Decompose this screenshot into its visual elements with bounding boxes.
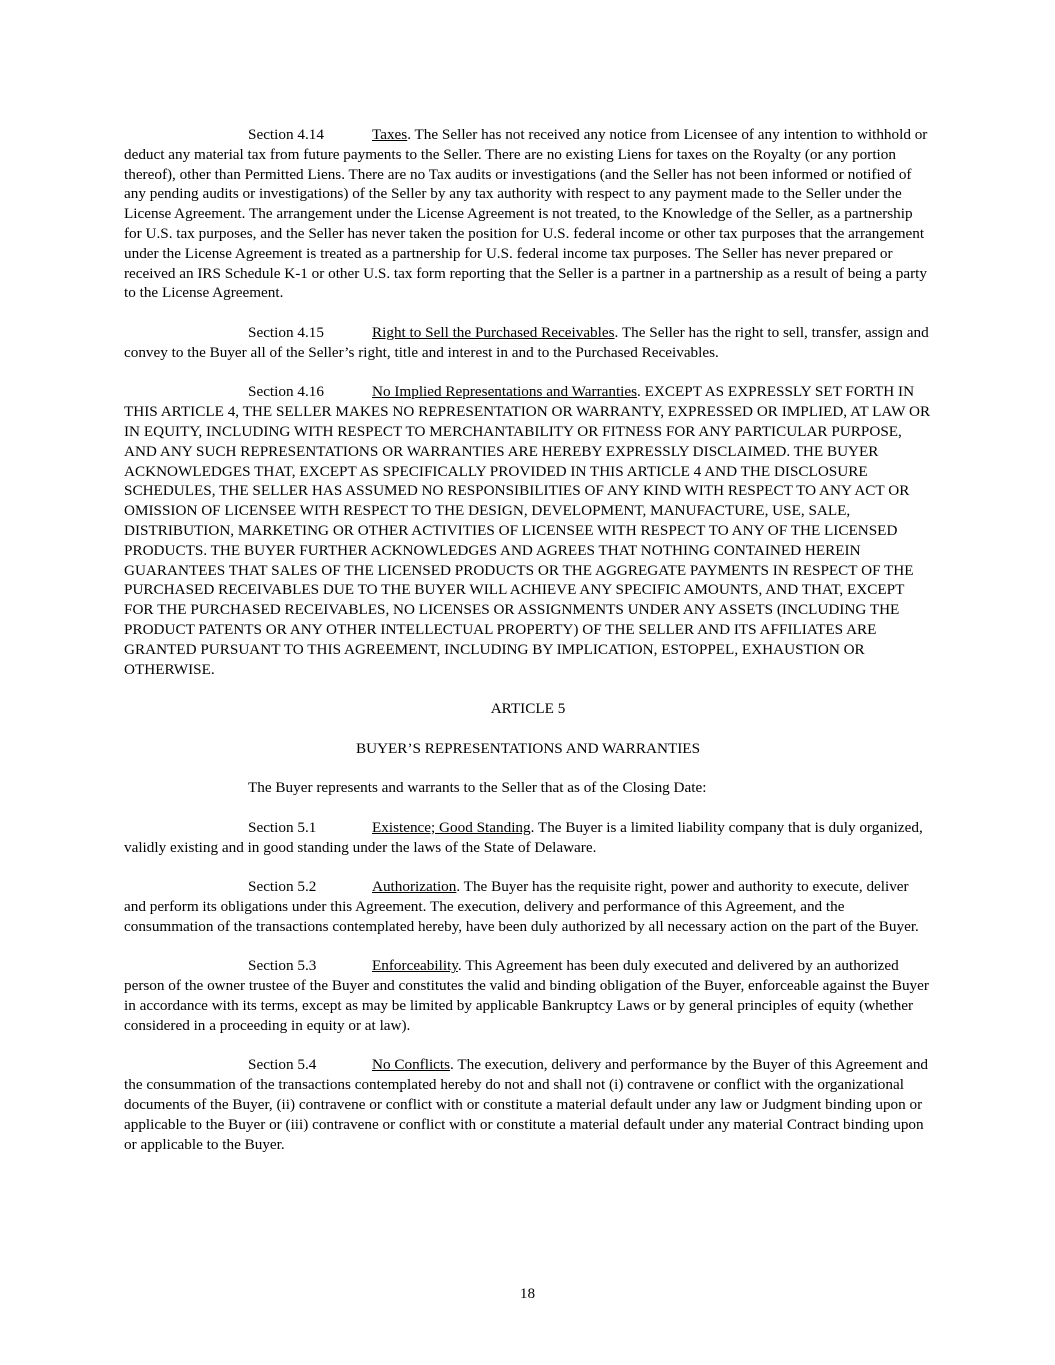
article-title: BUYER’S REPRESENTATIONS AND WARRANTIES [355, 739, 701, 757]
section-title: Taxes [372, 126, 408, 143]
section-4-15 [124, 323, 932, 363]
section-title: Authorization [372, 878, 457, 896]
section-body: . The execution, delivery and performance by the Buyer of this Agreement and the consummation of the transactions contemplated hereby do not and shall not (i) contravene or conflict with the organizational documents of the Buyer, (ii) contravene or conflict with or constitute a material default under any law or Judgment binding upon or applicable to the Buyer or (iii) contravene or conflict with or constitute a material default under any material Contract binding upon or applicable to the Buyer. [124, 1056, 929, 1153]
article-number: ARTICLE 5 [490, 700, 566, 718]
section-label: Section 4.14 [248, 126, 324, 143]
section-body: . EXCEPT AS EXPRESSLY SET FORTH IN THIS ARTICLE 4, THE SELLER MAKES NO REPRESENTATION OR WARRANTY, EXPRESSED OR IMPLIED, AT LAW OR IN EQUITY, INCLUDING WITH RESPECT TO MERCHANTABILITY OR FITNESS FOR ANY PARTICULAR PURPOSE, AND ANY SUCH REPRESENTATIONS OR WARRANTIES ARE HEREBY EXPRESSLY DISCLAIMED. THE BUYER ACKNOWLEDGES THAT, EXCEPT AS SPECIFICALLY PROVIDED IN THIS ARTICLE 4 AND THE DISCLOSURE SCHEDULES, THE SELLER HAS ASSUMED NO RESPONSIBILITIES OF ANY KIND WITH RESPECT TO ANY ACT OR OMISSION OF LICENSEE WITH RESPECT TO THE DESIGN, DEVELOPMENT, MANUFACTURE, USE, SALE, DISTRIBUTION, MARKETING OR OTHER ACTIVITIES OF LICENSEE WITH RESPECT TO ANY OF THE LICENSED PRODUCTS. THE BUYER FURTHER ACKNOWLEDGES AND AGREES THAT NOTHING CONTAINED HEREIN GUARANTEES THAT SALES OF THE LICENSED PRODUCTS OR THE AGGREGATE PAYMENTS IN RESPECT OF THE PURCHASED RECEIVABLES DUE TO THE BUYER WILL ACHIEVE ANY SPECIFIC AMOUNTS, AND THAT, EXCEPT FOR THE PURCHASED RECEIVABLES, NO LICENSES OR ASSIGNMENTS UNDER ANY ASSETS (INCLUDING THE PRODUCT PATENTS OR ANY OTHER INTELLECTUAL PROPERTY) OF THE SELLER AND ITS AFFILIATES ARE GRANTED PURSUANT TO THIS AGREEMENT, INCLUDING BY IMPLICATION, ESTOPPEL, EXHAUSTION OR OTHERWISE. [124, 383, 931, 678]
section-5-4 [124, 1055, 932, 1154]
section-label: Section 5.2 [248, 878, 317, 896]
section-label: Section 5.4 [248, 1056, 317, 1074]
page-number: 18 [519, 1285, 536, 1302]
section-4-14 [124, 125, 932, 303]
section-label: Section 5.3 [248, 957, 317, 975]
section-body: . This Agreement has been duly executed and delivered by an authorized person of the owner trustee of the Buyer and constitutes the valid and binding obligation of the Buyer, enforceable against the Buyer in accordance with its terms, except as may be limited by applicable Bankruptcy Laws or by general principles of equity (whether considered in a proceeding in equity or at law). [124, 957, 929, 1034]
section-body: . The Buyer has the requisite right, power and authority to execute, deliver and perform its obligations under this Agreement. The execution, delivery and performance of this Agreement, and the consummation of the transactions contemplated hereby, have been duly authorized by all necessary action on the part of the Buyer. [124, 878, 919, 935]
section-body: . The Seller has not received any notice from Licensee of any intention to withhold or deduct any material tax from future payments to the Seller. There are no existing Liens for taxes on the Royalty (or any portion thereof), other than Permitted Liens. There are no Tax audits or investigations (and the Seller has not been informed or notified of any pending audits or investigations) of the Seller by any tax authority with respect to any payment made to the Seller under the License Agreement. The arrangement under the License Agreement is not treated, to the Knowledge of the Seller, as a partnership for U.S. tax purposes, and the Seller has never taken the position for U.S. federal income or other tax purposes that the arrangement under the License Agreement is treated as a partnership for U.S. federal income tax purposes. The Seller has never prepared or received an IRS Schedule K-1 or other U.S. tax form reporting that the Seller is a partner in a partnership as a result of being a party to the License Agreement. [124, 126, 928, 302]
section-label: Section 4.16 [248, 383, 324, 401]
section-label: Section 4.15 [248, 323, 324, 341]
section-5-2 [124, 877, 932, 936]
section-title: No Implied Representations and Warranties [372, 383, 638, 401]
section-label: Section 5.1 [248, 818, 317, 836]
section-5-1 [124, 818, 932, 858]
section-title: Enforceability [372, 957, 458, 975]
section-body: . The Seller has the right to sell, transfer, assign and convey to the Buyer all of the Seller’s right, title and interest in and to the Purchased Receivables. [124, 323, 929, 361]
section-title: Existence; Good Standing [372, 818, 531, 836]
document-page [124, 125, 932, 1174]
section-4-16 [124, 382, 932, 679]
section-body: . The Buyer is a limited liability company that is duly organized, validly existing and in good standing under the laws of the State of Delaware. [124, 818, 923, 856]
section-5-3 [124, 956, 932, 1035]
section-title: Right to Sell the Purchased Receivables [372, 323, 615, 341]
article-intro: The Buyer represents and warrants to the Seller that as of the Closing Date: [248, 779, 707, 797]
section-title: No Conflicts [372, 1056, 451, 1074]
